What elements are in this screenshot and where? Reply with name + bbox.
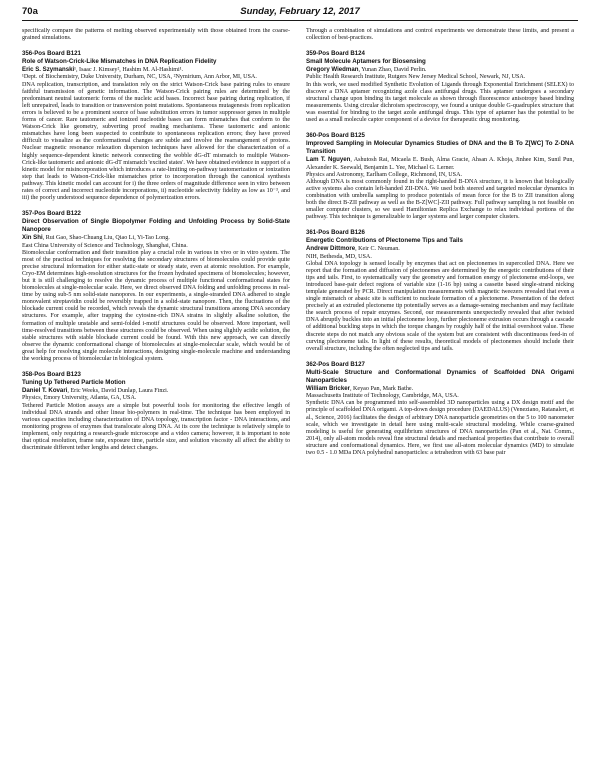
abstract-authors — [306, 66, 574, 74]
abstract-title: Role of Watson-Crick-Like Mismatches in DNA Replication Fidelity — [22, 58, 217, 66]
abstract-authors — [306, 385, 574, 393]
abstract-affiliation: Physics, Emory University, Atlanta, GA, USA. — [22, 395, 137, 402]
coauthor-names: , Yunan Zhao, David Perlin. — [358, 67, 427, 74]
abstract-number: 357-Pos Board B122 — [22, 210, 81, 218]
abstract-357 — [22, 210, 290, 363]
continuation-text: Through a combination of simulations and control experiments we demonstrate these limits, and present a collection of best-practices. — [306, 28, 574, 42]
abstract-number: 358-Pos Board B123 — [22, 371, 81, 379]
abstract-358 — [22, 371, 290, 452]
abstract-affiliation: Massachusetts Institute of Technology, Cambridge, MA, USA. — [306, 393, 459, 400]
abstract-title: Energetic Contributions of Plectoneme Tips and Tails — [306, 237, 463, 245]
abstract-body: In this work, we used modified Synthetic Evolution of Ligands through Exponential Enrichment (SELEX) to discover a DNA aptamer recognizing azole class antifungal drugs. This aptamer undergoes a secondary structural change upon binding its target molecule as shown through fluorescence anisotropy based binding measurements. Using circular dichroism spectroscopy, we found a unique double G-quadruplex structure that was essential for binding to the target azole antifungal drugs. This type of aptamer has the potential to be used as a small molecule captor component of a device for therapeutic drug monitoring. — [306, 81, 574, 124]
abstract-number: 360-Pos Board B125 — [306, 132, 365, 140]
abstract-authors — [306, 156, 574, 171]
abstract-number: 361-Pos Board B126 — [306, 229, 365, 237]
abstract-body: Tethered Particle Motion assays are a simple but powerful tools for monitoring the effective length of individual DNA strands and other linear bio-polymers in real-time. The technique has been employed in various capacities including characterization of DNA topology, transcription factor - DNA interactions, and monitoring progress of enzymes that translocate along DNA. At its core the technique is relatively simple to implement, only requiring a research-grade microscope and a video camera; however, it is important to note that optical resolution, frame rate, exposure time, particle size, and solution viscosity all affect the ability to discriminate different tether lengths and detect changes. — [22, 402, 290, 452]
right-column — [306, 28, 574, 770]
page-number: 70a — [22, 6, 38, 17]
coauthor-names: , Rui Gao, Shao-Chuang Liu, Qiao Li, Yi-Tao Long. — [42, 235, 170, 242]
abstract-360 — [306, 132, 574, 221]
presenter-name: Gregory Wiedman — [306, 66, 359, 74]
abstract-body: Although DNA is most commonly found in the right-handed B-DNA structure, it is known that biologically active systems also contain left-handed ZII-DNA. We used both steered and targeted molecular dynamics in combination with umbrella sampling to produce potentials of mean force for the B to ZII transition along both the direct B-ZII pathway as well as the B-Z[WC]-ZII pathway. Full pathway sampling is not feasible on smaller computer clusters, so we used Hamiltonian Replica Exchange to relax individual portions of the pathway. This technique is generalizable to larger systems and larger computer clusters. — [306, 178, 574, 221]
abstract-359 — [306, 50, 574, 124]
presenter-name: Daniel T. Kovari — [22, 387, 68, 395]
abstract-356 — [22, 50, 290, 202]
abstract-number: 359-Pos Board B124 — [306, 50, 365, 58]
abstract-362 — [306, 361, 574, 457]
abstract-body: DNA replication, transcription, and translation rely on the strict Watson-Crick base pairing rules to ensure faithful transmission of genetic information. The Watson-Crick pairing rules are determined by the predominant neutral tautomeric forms of the nucleic acid bases. Incorrect base pairing during replication, if left unrepaired, leads to transition or transversion point mutations. Spontaneous mutagenesis from replication errors is believed to be a prominent source of base substitution errors in tumor suppressor genes in multiple forms of cancer. Rare tautomeric and ionized nucleotide bases can form mismatches that conform to the Watson-Crick like geometry, subverting proof reading mechanisms. These tautomeric and anionic mismatches have long been suspected to contribute to spontaneous replication errors; they have proved difficult to visualize as the conformational changes are subtle and involve the rearrangement of protons. Nuclear magnetic resonance relaxation dispersion techniques have allowed for the characterization of a highly sequence-dependent kinetic network connecting the wobble dG-dT mismatch to multiple Watson-Crick-like tautomeric and anionic dG-dT mismatch 'excited states'. We have obtained evidence in support of a kinetic model for misincorporation which introduces a rate-limiting on-pathway tautomerization or ionization step that leads to Watson-Crick-like mismatches prior to incorporation through the canonical synthesis pathway. This kinetic model can account for i) the three orders of magnitude difference seen in vitro between rates of correct and incorrect nucleotide incorporations, ii) nucleotide selectivity fidelity as low as 10⁻³, and iii) the poorly understood sequence dependence of polymerization errors. — [22, 81, 290, 202]
abstract-body: Biomolecular conformation and their transition play a crucial role in various in vivo or in vitro system. The most of the practical techniques for resolving the secondary structures of biomolecules could provide quite precise structural information for either static-state or steady state, even at atomic resolution. For example, Cryo-EM determines high-resolution structures for the frozen hydrated specimens of biomolecules; however, but it is still challenging to resolve the dynamic process of multiple functional conformational states for biomolecules at single-molecular scale. Here, we direct observed DNA folding and unfolding process in real-time by using sub-5 nm solid-state nanopores. In our experiments, a single-stranded DNA adhered to single monovalent streptavidin could be reversibly trapped in a solid-state nanopore. Then, the fluctuations of the blockade current could be recorded, which reveals the dynamic structural transitions among DNA secondary structures. For example, after trapping the cytosine-rich DNA strains in slightly alkaline solution, the formation of multiple unstable and semi-folded i-motif structures could be observed. More important, well time-resolved transitions between these structures could be observed. When using slightly acidic solution, the stable structures with stable blockade current could be found. With this new approach, we can directly observe the dynamic conformational change of biomolecules at single-molecular scale, which would be of great help for resolving single molecule interactions, designing single-molecule machine and understanding the working process of biomolecular in biological system. — [22, 249, 290, 363]
continuation-text: specifically compare the patterns of melting observed experimentally with those obtained from the coarse-grained simulations. — [22, 28, 290, 42]
abstract-authors — [22, 387, 290, 395]
abstract-361 — [306, 229, 574, 353]
presenter-name: Andrew Dittmore — [306, 245, 356, 253]
abstract-body: Global DNA topology is sensed locally by enzymes that act on plectonemes in supercoiled DNA. Here we report that the formation and diffusion of plectonemes are determined by the energetic contributions of their tips and tails. First, to systematically vary the geometry and formation energy of plectoneme end-loops, we introduced base-pair defect regions of variable size (1-16 bp) using a cassette based single-strand nicking template generated by PCR. Direct manipulation measurements with magnetic tweezers revealed that even a single mismatch or abasic site is sufficient to nucleate formation of a plectoneme. Presentation of the defect precisely at an extruded plectoneme tip potentially serves as a damage-sensing mechanism and may facilitate the search process of repair enzymes. Second, our measurements unexpectedly revealed that after twisted DNA abruptly buckles into an initial plectoneme loop, further plectoneme extrusion occurs through a cascade of additional buckling steps in which the torque changes by roughly half of the initial overshoot value. These discrete steps do not match any obvious scale of the system but are consistent with discontinuous feed-in of curving plectoneme tails. In light of these results, theoretical models of plectonemes should include their overall structure, including the often neglected tips and tails. — [306, 260, 574, 352]
abstract-title: Multi-Scale Structure and Conformational Dynamics of Scaffolded DNA Origami Nanoparticles — [306, 368, 574, 385]
abstract-title: Small Molecule Aptamers for Biosensing — [306, 58, 426, 66]
abstract-affiliation: Public Health Research Institute, Rutgers New Jersey Medical School, Newark, NJ, USA. — [306, 74, 526, 81]
coauthor-names: , Keir C. Neuman. — [355, 246, 400, 253]
abstract-affiliation: NIH, Bethesda, MD, USA. — [306, 253, 372, 260]
left-column — [22, 28, 290, 770]
coauthor-names: , Ashutosh Rai, Micaela E. Bush, Alma Gracie, Ahsan A. Khoja, Jinhee Kim, Sunil Pun, Alexander K. Seewald, Benjamin L. Yee, Michael G. Lerner. — [306, 157, 574, 171]
presenter-name: Xin Shi — [22, 234, 43, 242]
coauthor-names: , Keyao Pan, Mark Bathe. — [349, 386, 414, 393]
coauthor-names: ¹, Isaac J. Kimsey², Hashim M. Al-Hashimi¹. — [74, 67, 184, 74]
coauthor-names: , Eric Weeks, David Dunlap, Laura Finzi. — [67, 388, 169, 395]
abstract-affiliation: ¹Dept. of Biochemistry, Duke University, Durham, NC, USA, ²Nymirium, Ann Arbor, MI, USA. — [22, 74, 257, 81]
abstract-authors — [22, 234, 290, 242]
header-date: Sunday, February 12, 2017 — [240, 6, 360, 17]
page-header — [22, 6, 578, 21]
abstract-number: 362-Pos Board B127 — [306, 360, 365, 368]
abstract-title: Improved Sampling in Molecular Dynamics Studies of DNA and the B To Z[WC] To Z-DNA Transition — [306, 140, 574, 156]
abstract-authors — [306, 245, 574, 253]
abstract-title: Tuning Up Tethered Particle Motion — [22, 379, 126, 387]
presenter-name: Lam T. Nguyen — [306, 156, 351, 164]
presenter-name: Eric S. Szymanski — [22, 66, 75, 74]
abstract-affiliation: Physics and Astronomy, Earlham College, Richmond, IN, USA. — [306, 171, 462, 178]
abstract-affiliation: East China University of Science and Technology, Shanghai, China. — [22, 242, 188, 249]
presenter-name: William Bricker — [306, 385, 350, 393]
abstract-title: Direct Observation of Single Biopolymer Folding and Unfolding Process by Solid-State Nanopore — [22, 218, 290, 234]
abstract-number: 356-Pos Board B121 — [22, 50, 81, 58]
abstract-body: Synthetic DNA can be programmed into self-assembled 3D nanoparticles using a DX design motif and the principle of scaffolded DNA origami. A top-down design procedure (DAEDALUS) (Veneziano, Ratanalert, et al., Science, 2016) facilitates the design of arbitrary DNA nanoparticle geometries on the 5 to 100 nanometer scale, which we investigate in detail here using multi-scale structural modeling. While coarse-grained modeling is useful for generating equilibrium structures of DNA nanoparticles (Pan et al., Nat. Comm., 2014), only all-atom models reveal fine structural details and mechanical properties that contribute to overall structure and conformational dynamics. Here, we first use all-atom molecular dynamics (MD) to simulate two 0.5 - 1.0 MDa DNA polyhedral nanoparticles: a tetrahedron with 63 base pair — [306, 400, 574, 456]
